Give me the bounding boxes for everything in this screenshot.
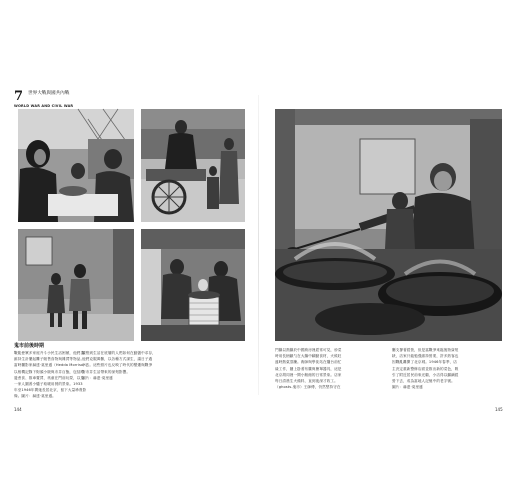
body-line: 圖片：赫達·莫里遜 [392,385,423,390]
body-line: 營下去，成為當地人記憶中的老字號。 [392,379,455,384]
body-line: （ghosts‑鬼市）王師傅，仍然堅持守在 [275,385,341,390]
photo-children-doorway [18,229,134,341]
body-column-2 [392,347,502,390]
body-line: 主決定重新整修店面並推出新的菜色，吸 [392,366,459,371]
caption-line: 對市井生活帶來的深刻影響。 [82,369,131,374]
body-line: 鬥鍋以熱鍋於中國廚房裡經常可見，炒菜 [275,348,342,352]
body-line: 北京胡同裡一間小飯館的日常景象。店家 [275,372,342,377]
caption-line: 年至1946年間她長居北京，留下大量珍貴影 [14,388,87,393]
photo-kitchen-cook [275,109,502,341]
body-line: 廳支撐著經營，但是當戰爭來臨後物資短 [392,348,459,352]
chapter-title-en: WORLD WAR AND CIVIL WAR [14,104,74,108]
caption-title: 鬼市前後時期 [14,343,45,349]
body-line: 缺，店家只能勉強維持營業，許多熟客也 [392,354,459,359]
body-line: 盛時熱氣蒸騰。廚師與學徒站在爐台前忙 [275,360,342,365]
chapter-number: 7 [14,89,24,104]
caption-line: 像。圖片：赫達·莫里遜。 [14,394,56,399]
page-gutter [258,95,259,395]
page-number-left: 144 [14,407,22,412]
caption-line: 一家人圍著小爐子取暖用餐的景象。1933 [14,382,83,387]
page-number-right: 145 [495,407,503,412]
caption-column-1 [14,350,90,400]
body-line: 因戰亂離開了北京城。1946年春季，店 [392,360,457,365]
caption-line: 觀察到生活在底層的人們如何在動盪中求存， [82,351,156,355]
caption-column-2 [82,350,156,381]
caption-line: 邊煮食、推車賣貨、孩童在門前玩耍，以及 [14,375,85,380]
photo-street-vendors [18,109,134,222]
body-line: 時用長柄鐵勺在大鍋中翻動食材，火候旺 [275,354,342,359]
caption-line: 維持生計擺起攤子販售食物與雜貨等物品。 [14,357,85,362]
caption-line: 戰亂使眾多家庭升斗小民生活困頓，他們為 [14,351,85,355]
caption-line: 他們克服萬難，以各種方式謀生，讓日子過 [82,357,153,362]
caption-line: 以相機記錄下街頭小販與市井百態，包括路 [14,369,85,374]
photo-cart-vendor [141,109,245,222]
caption-line: 當時攝影家赫達·莫里遜（Hedda Morrison） [14,363,90,368]
body-line: 每日清晨生火備料，直到夜深才收工。 [275,379,338,384]
caption-line: 下去。這些照片也反映了時代的變遷與戰爭 [82,363,153,368]
body-line: 引了附近居民前來光顧，小店得以繼續經 [392,372,459,377]
body-line: 碌工作，牆上掛著布簾與簡單器具，這是 [275,366,342,371]
caption-line: 圖片：赫達·莫里遜 [82,375,113,380]
photo-family-stove [141,229,245,341]
chapter-title: 世界大戰與國共內戰 [28,91,70,96]
body-column-1 [275,347,385,390]
